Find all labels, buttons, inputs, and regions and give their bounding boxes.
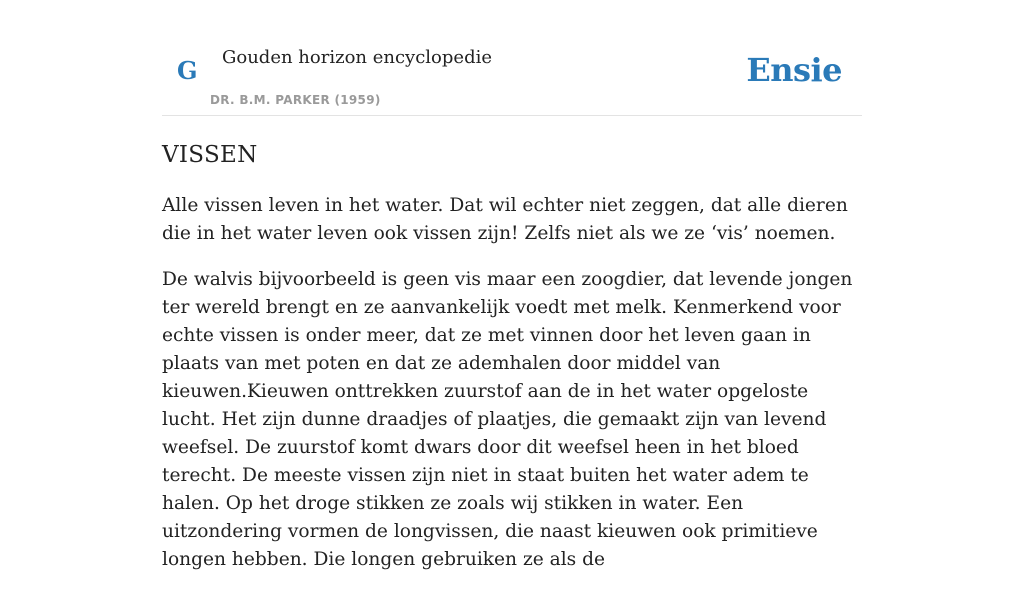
book-author: DR. B.M. PARKER (1959) <box>210 93 381 107</box>
book-logo-icon[interactable]: G <box>177 56 198 85</box>
book-title-link[interactable]: Gouden horizon encyclopedie <box>222 47 492 68</box>
entry-paragraph: De walvis bijvoorbeeld is geen vis maar een zoogdier, dat levende jongen ter wereld brengt en ze aanvankelijk voedt met melk. Kenmerkend voor echte vissen is onder meer, dat ze met vinnen door het leven gaan in plaats van met poten en dat ze ademhalen door middel van kieuwen.Kieuwen onttrekken zuurstof aan de in het water opgeloste lucht. Het zijn dunne draadjes of plaatjes, die gemaakt zijn van levend weefsel. De zuurstof komt dwars door dit weefsel heen in het bloed terecht. De meeste vissen zijn niet in staat buiten het water adem te halen. Op het droge stikken ze zoals wij stikken in water. Een uitzondering vormen de longvissen, die naast kieuwen ook primitieve longen hebben. Die longen gebruiken ze als de <box>162 269 853 570</box>
page <box>162 0 862 570</box>
entry-content <box>162 192 867 592</box>
entry-title: VISSEN <box>162 142 258 168</box>
entry-paragraph: Alle vissen leven in het water. Dat wil echter niet zeggen, dat alle dieren die in het water leven ook vissen zijn! Zelfs niet als we ze ‘vis’ noemen. <box>162 195 848 244</box>
brand-logo-link[interactable]: Ensie <box>746 51 842 89</box>
book-header <box>162 0 862 116</box>
